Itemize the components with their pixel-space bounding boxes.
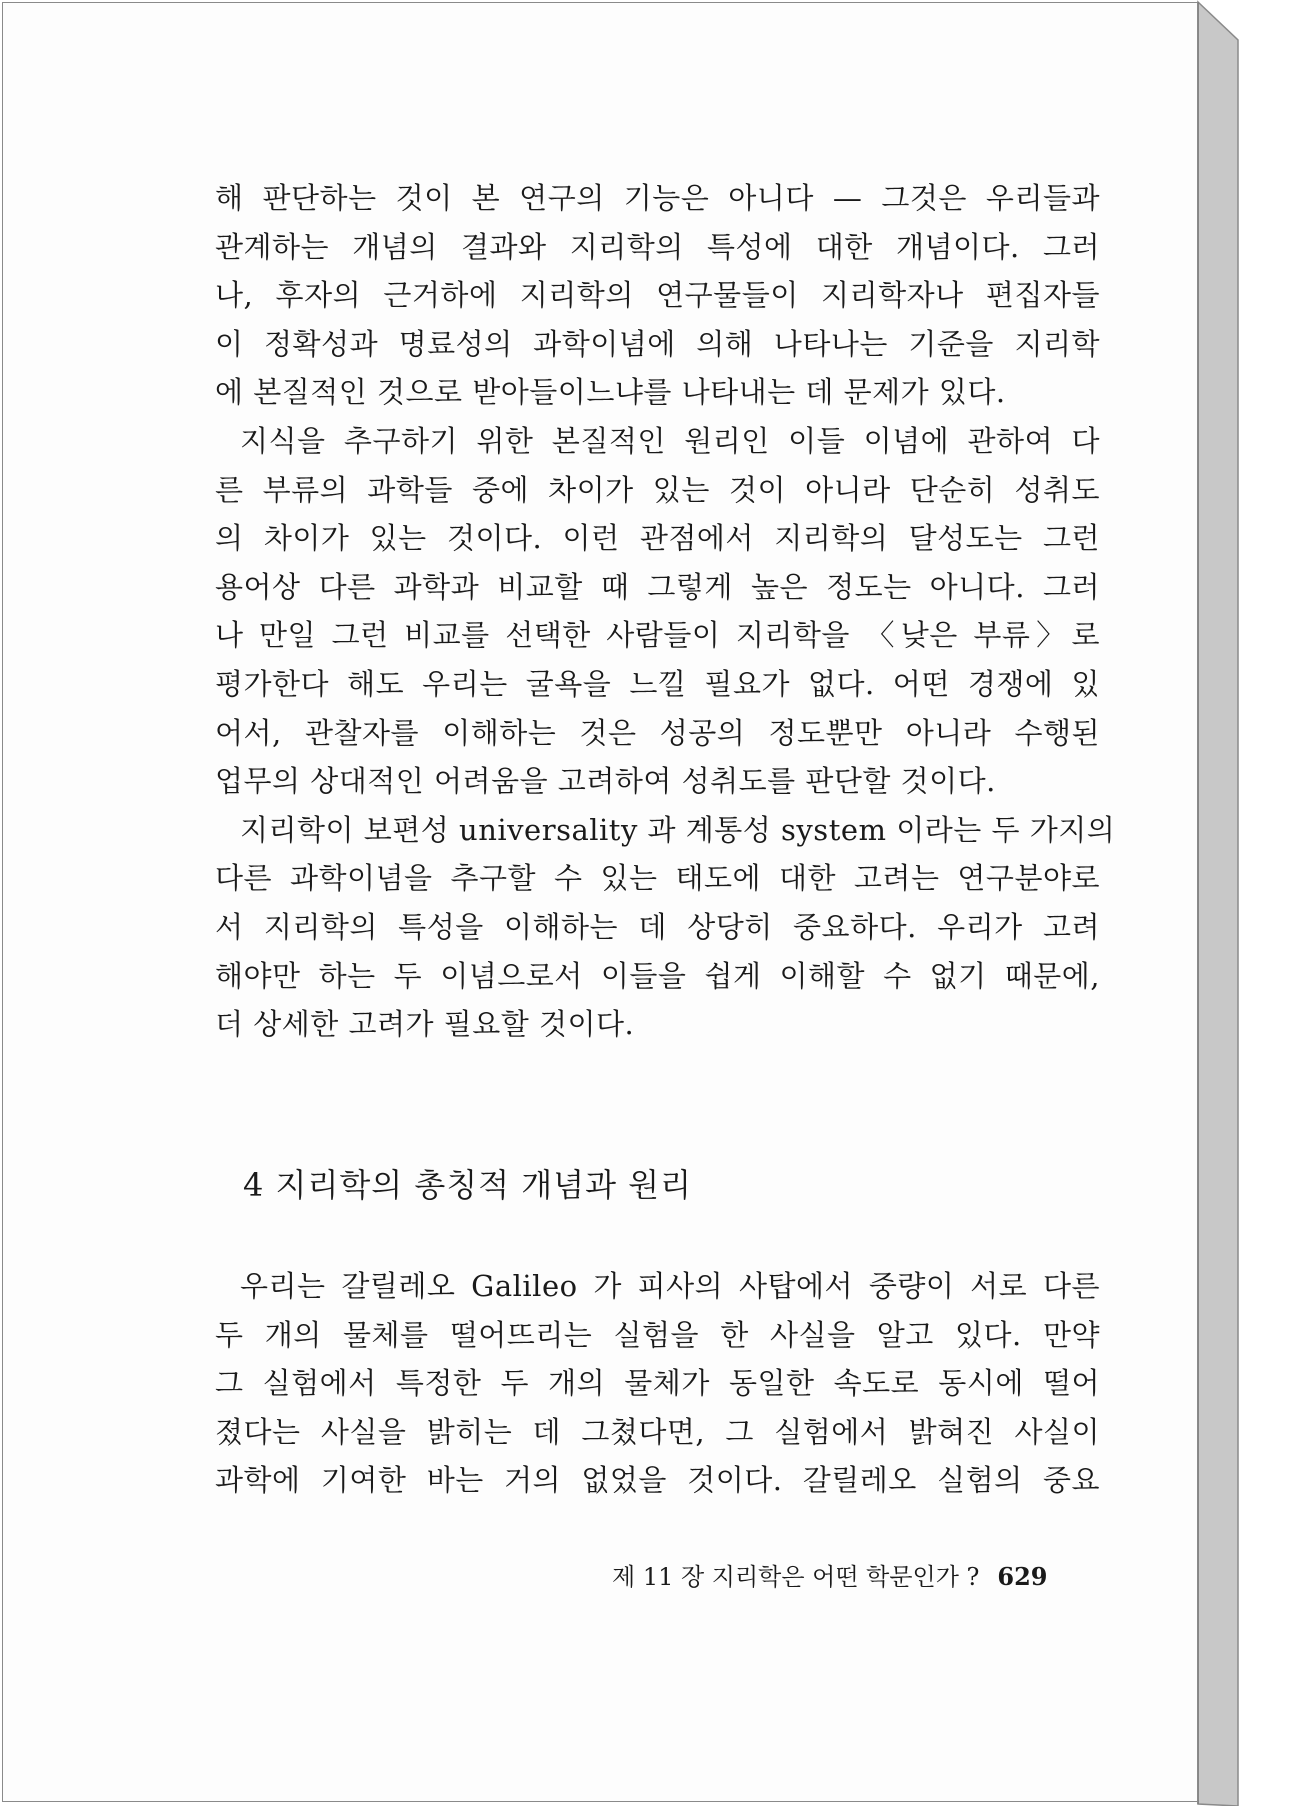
text-line: 관계하는 개념의 결과와 지리학의 특성에 대한 개념이다. 그러 [215, 229, 1100, 264]
paragraph [215, 174, 1100, 417]
text-line: 더 상세한 고려가 필요할 것이다. [215, 1007, 635, 1042]
section-heading: 4 지리학의 총칭적 개념과 원리 [243, 1166, 692, 1204]
text-line: 지식을 추구하기 위한 본질적인 원리인 이들 이념에 관하여 다 [240, 423, 1100, 458]
text-line: 지리학이 보편성 universality 과 계통성 system 이라는 두 가지의 [240, 812, 1116, 847]
paragraph [215, 806, 1116, 1049]
text-line: 우리는 갈릴레오 Galileo 가 피사의 사탑에서 중량이 서로 다른 [240, 1269, 1100, 1303]
text-line: 의 차이가 있는 것이다. 이런 관점에서 지리학의 달성도는 그런 [215, 521, 1100, 556]
text-line: 해 판단하는 것이 본 연구의 기능은 아니다 — 그것은 우리들과 [215, 181, 1100, 215]
text-line: 에 본질적인 것으로 받아들이느냐를 나타내는 데 문제가 있다. [215, 375, 1006, 410]
body-text-bottom [215, 1262, 1100, 1505]
text-line: 나 만일 그런 비교를 선택한 사람들이 지리학을 〈낮은 부류〉로 [215, 618, 1100, 653]
page-footer [612, 1557, 1048, 1592]
text-line: 이 정확성과 명료성의 과학이념에 의해 나타나는 기준을 지리학 [215, 326, 1100, 361]
body-text-top [215, 174, 1116, 1049]
text-line: 두 개의 물체를 떨어뜨리는 실험을 한 사실을 알고 있다. 만약 [215, 1317, 1100, 1352]
text-line: 서 지리학의 특성을 이해하는 데 상당히 중요하다. 우리가 고려 [215, 909, 1100, 944]
text-line: 평가한다 해도 우리는 굴욕을 느낄 필요가 없다. 어떤 경쟁에 있 [215, 666, 1100, 701]
text-line: 용어상 다른 과학과 비교할 때 그렇게 높은 정도는 아니다. 그러 [215, 569, 1100, 604]
text-line: 다른 과학이념을 추구할 수 있는 태도에 대한 고려는 연구분야로 [215, 861, 1100, 896]
text-line: 과학에 기여한 바는 거의 없었을 것이다. 갈릴레오 실험의 중요 [215, 1463, 1100, 1498]
paragraph [215, 1262, 1100, 1505]
running-title: 제 11 장 지리학은 어떤 학문인가 ? [612, 1563, 980, 1591]
text-line: 해야만 하는 두 이념으로서 이들을 쉽게 이해할 수 없기 때문에, [215, 958, 1100, 993]
text-line: 그 실험에서 특정한 두 개의 물체가 동일한 속도로 동시에 떨어 [215, 1366, 1100, 1401]
text-line: 른 부류의 과학들 중에 차이가 있는 것이 아니라 단순히 성취도 [215, 472, 1100, 507]
text-line: 어서, 관찰자를 이해하는 것은 성공의 정도뿐만 아니라 수행된 [215, 715, 1100, 750]
paragraph [215, 417, 1100, 806]
text-line: 졌다는 사실을 밝히는 데 그쳤다면, 그 실험에서 밝혀진 사실이 [215, 1414, 1100, 1449]
text-line: 나, 후자의 근거하에 지리학의 연구물들이 지리학자나 편집자들 [215, 278, 1100, 313]
page-number: 629 [997, 1562, 1048, 1591]
text-line: 업무의 상대적인 어려움을 고려하여 성취도를 판단할 것이다. [215, 764, 996, 799]
